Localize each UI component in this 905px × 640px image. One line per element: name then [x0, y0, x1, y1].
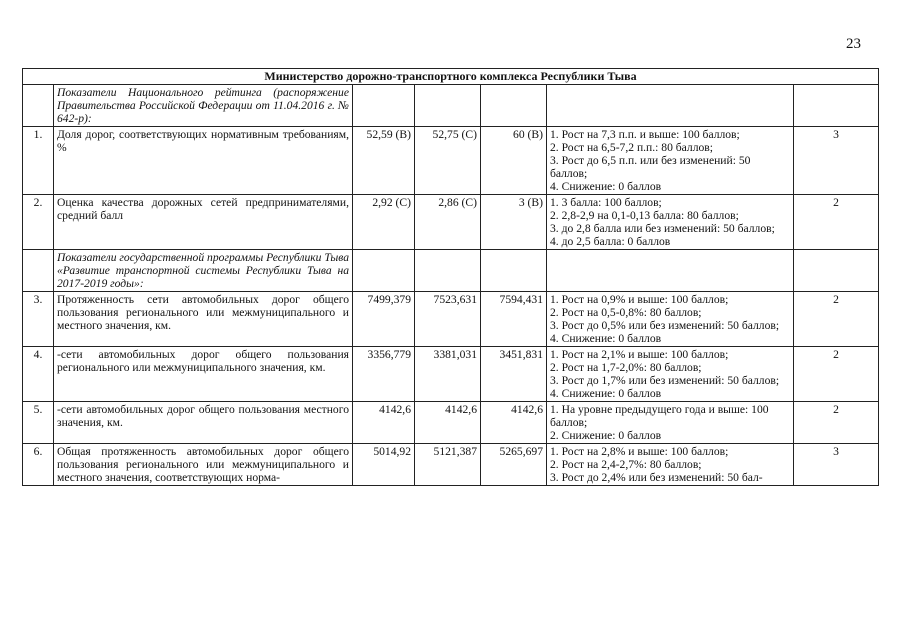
value-col2: 2,86 (С) [415, 195, 481, 250]
criteria-line: 1. На уровне предыдущего года и выше: 100 баллов; [550, 403, 769, 429]
weight-value: 2 [794, 292, 879, 347]
weight-value: 3 [794, 127, 879, 195]
criteria-line: 2. Рост на 1,7-2,0%: 80 баллов; [550, 361, 702, 374]
criteria-line: 2. 2,8-2,9 на 0,1-0,13 балла: 80 баллов; [550, 209, 739, 222]
value-col3: 5265,697 [481, 444, 547, 486]
table-row [23, 402, 879, 444]
indicator-name: Доля дорог, соответствующих нормативным требованиям, % [54, 127, 353, 195]
row-number: 3. [23, 292, 54, 347]
criteria-cell [547, 444, 794, 486]
criteria-line: 3. до 2,8 балла или без изменений: 50 баллов; [550, 222, 775, 235]
criteria-line: 1. 3 балла: 100 баллов; [550, 196, 662, 209]
value-col2: 52,75 (С) [415, 127, 481, 195]
value-col1: 5014,92 [353, 444, 415, 486]
section-row [23, 85, 879, 127]
value-col1: 2,92 (С) [353, 195, 415, 250]
section-national-title: Показатели Национального рейтинга (распоряжение Правительства Российской Федерации от 11.04.2016 г. № 642-р): [54, 85, 353, 127]
weight-value: 2 [794, 402, 879, 444]
criteria-line: 4. Снижение: 0 баллов [550, 332, 662, 345]
indicator-name: Оценка качества дорожных сетей предпринимателями, средний балл [54, 195, 353, 250]
value-col1: 3356,779 [353, 347, 415, 402]
table-row [23, 444, 879, 486]
criteria-line: 3. Рост до 1,7% или без изменений: 50 баллов; [550, 374, 780, 387]
criteria-line: 2. Рост на 0,5-0,8%: 80 баллов; [550, 306, 702, 319]
criteria-line: 1. Рост на 2,8% и выше: 100 баллов; [550, 445, 729, 458]
indicator-name: -сети автомобильных дорог общего пользования регионального или межмуниципального значения, км. [54, 347, 353, 402]
criteria-cell [547, 195, 794, 250]
criteria-cell [547, 127, 794, 195]
table-row [23, 347, 879, 402]
value-col1: 4142,6 [353, 402, 415, 444]
page-number: 23 [846, 36, 861, 52]
table-title: Министерство дорожно-транспортного комплекса Республики Тыва [23, 69, 879, 85]
value-col1: 52,59 (В) [353, 127, 415, 195]
value-col3: 3451,831 [481, 347, 547, 402]
weight-value: 2 [794, 347, 879, 402]
value-col2: 5121,387 [415, 444, 481, 486]
row-number: 5. [23, 402, 54, 444]
criteria-line: 3. Рост до 0,5% или без изменений: 50 баллов; [550, 319, 780, 332]
value-col3: 7594,431 [481, 292, 547, 347]
criteria-line: 1. Рост на 0,9% и выше: 100 баллов; [550, 293, 729, 306]
table-title-row [23, 69, 879, 85]
weight-value: 2 [794, 195, 879, 250]
criteria-line: 4. до 2,5 балла: 0 баллов [550, 235, 671, 248]
value-col1: 7499,379 [353, 292, 415, 347]
indicator-name: Общая протяженность автомобильных дорог общего пользования регионального или межмуниципального и местного значения, соответствующих норма- [54, 444, 353, 486]
criteria-line: 2. Рост на 6,5-7,2 п.п.: 80 баллов; [550, 141, 713, 154]
criteria-line: 2. Снижение: 0 баллов [550, 429, 662, 442]
ministry-indicators-table [22, 68, 879, 486]
value-col2: 3381,031 [415, 347, 481, 402]
criteria-cell [547, 347, 794, 402]
value-col3: 4142,6 [481, 402, 547, 444]
table-row [23, 195, 879, 250]
criteria-line: 3. Рост до 6,5 п.п. или без изменений: 50 баллов; [550, 154, 751, 180]
row-number: 4. [23, 347, 54, 402]
criteria-line: 4. Снижение: 0 баллов [550, 180, 662, 193]
criteria-line: 3. Рост до 2,4% или без изменений: 50 бал- [550, 471, 763, 484]
criteria-line: 2. Рост на 2,4-2,7%: 80 баллов; [550, 458, 702, 471]
criteria-line: 1. Рост на 2,1% и выше: 100 баллов; [550, 348, 729, 361]
criteria-line: 1. Рост на 7,3 п.п. и выше: 100 баллов; [550, 128, 740, 141]
criteria-cell [547, 292, 794, 347]
criteria-cell [547, 402, 794, 444]
weight-value: 3 [794, 444, 879, 486]
table-row [23, 292, 879, 347]
indicator-name: -сети автомобильных дорог общего пользования местного значения, км. [54, 402, 353, 444]
value-col2: 7523,631 [415, 292, 481, 347]
row-number: 1. [23, 127, 54, 195]
table-row [23, 127, 879, 195]
section-row [23, 250, 879, 292]
value-col3: 60 (В) [481, 127, 547, 195]
row-number: 6. [23, 444, 54, 486]
value-col2: 4142,6 [415, 402, 481, 444]
section-program-title: Показатели государственной программы Республики Тыва «Развитие транспортной системы Республики Тыва на 2017-2019 годы»: [54, 250, 353, 292]
indicator-name: Протяженность сети автомобильных дорог общего пользования регионального или межмуниципального и местного значения, км. [54, 292, 353, 347]
row-number: 2. [23, 195, 54, 250]
criteria-line: 4. Снижение: 0 баллов [550, 387, 662, 400]
value-col3: 3 (В) [481, 195, 547, 250]
